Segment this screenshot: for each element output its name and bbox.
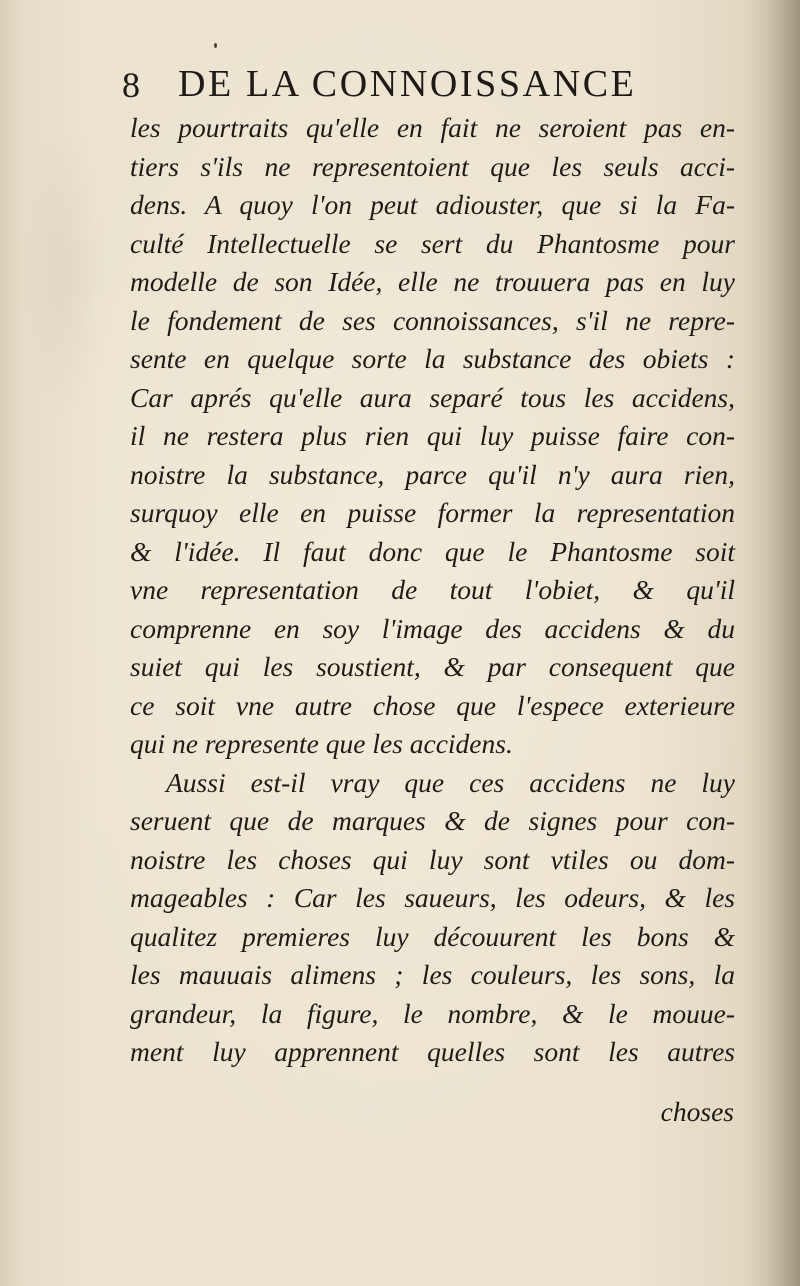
text-line: vne representation de tout l'obiet, & qu'il bbox=[130, 574, 735, 605]
text-line: ce soit vne autre chose que l'espece exterieure bbox=[130, 689, 735, 721]
ink-speck bbox=[214, 43, 217, 48]
text-line: noistre la substance, parce qu'il n'y aura rien, bbox=[130, 458, 735, 490]
text-line: & l'idée. Il faut donc que le Phantosme soit bbox=[130, 535, 735, 567]
running-title: DE LA CONNOISSANCE bbox=[178, 63, 637, 105]
text-line: qui ne represente que les accidens. bbox=[130, 728, 513, 759]
text-line: ment luy apprennent quelles sont les autres bbox=[130, 1036, 735, 1067]
text-line: le fondement de ses connoissances, s'il ne repre- bbox=[130, 304, 735, 336]
text-line: grandeur, la figure, le nombre, & le mouue- bbox=[130, 997, 735, 1029]
text-line: comprenne en soy l'image des accidens & du bbox=[130, 612, 735, 644]
page-number: 8 bbox=[122, 65, 141, 105]
text-line: seruent que de marques & de signes pour con- bbox=[130, 805, 735, 836]
text-line: modelle de son Idée, elle ne trouuera pas en luy bbox=[130, 266, 735, 297]
text-line: les pourtraits qu'elle en fait ne seroient pas en- bbox=[130, 112, 735, 143]
text-line: Car aprés qu'elle aura separé tous les accidens, bbox=[130, 381, 735, 413]
body-text bbox=[130, 110, 735, 1140]
text-line: Aussi est-il vray que ces accidens ne luy bbox=[166, 766, 735, 798]
text-line: mageables : Car les saueurs, les odeurs, & les bbox=[130, 882, 735, 913]
text-line: qualitez premieres luy découurent les bons & bbox=[130, 920, 735, 952]
text-line: noistre les choses qui luy sont vtiles ou dom- bbox=[130, 843, 735, 875]
text-line: culté Intellectuelle se sert du Phantosme pour bbox=[130, 227, 735, 259]
text-line: sente en quelque sorte la substance des obiets : bbox=[130, 343, 735, 374]
text-line: les mauuais alimens ; les couleurs, les sons, la bbox=[130, 959, 735, 990]
catchword: choses bbox=[660, 1096, 734, 1127]
page-edge-shadow bbox=[766, 0, 800, 1286]
text-line: suiet qui les soustient, & par consequent que bbox=[130, 651, 735, 682]
show-through-smudge bbox=[20, 120, 110, 420]
page-header bbox=[122, 62, 682, 110]
text-line: il ne restera plus rien qui luy puisse faire con- bbox=[130, 420, 735, 451]
text-line: tiers s'ils ne representoient que les seuls acci- bbox=[130, 150, 735, 182]
text-line: surquoy elle en puisse former la representation bbox=[130, 497, 735, 528]
text-line: dens. A quoy l'on peut adiouster, que si la Fa- bbox=[130, 189, 735, 220]
